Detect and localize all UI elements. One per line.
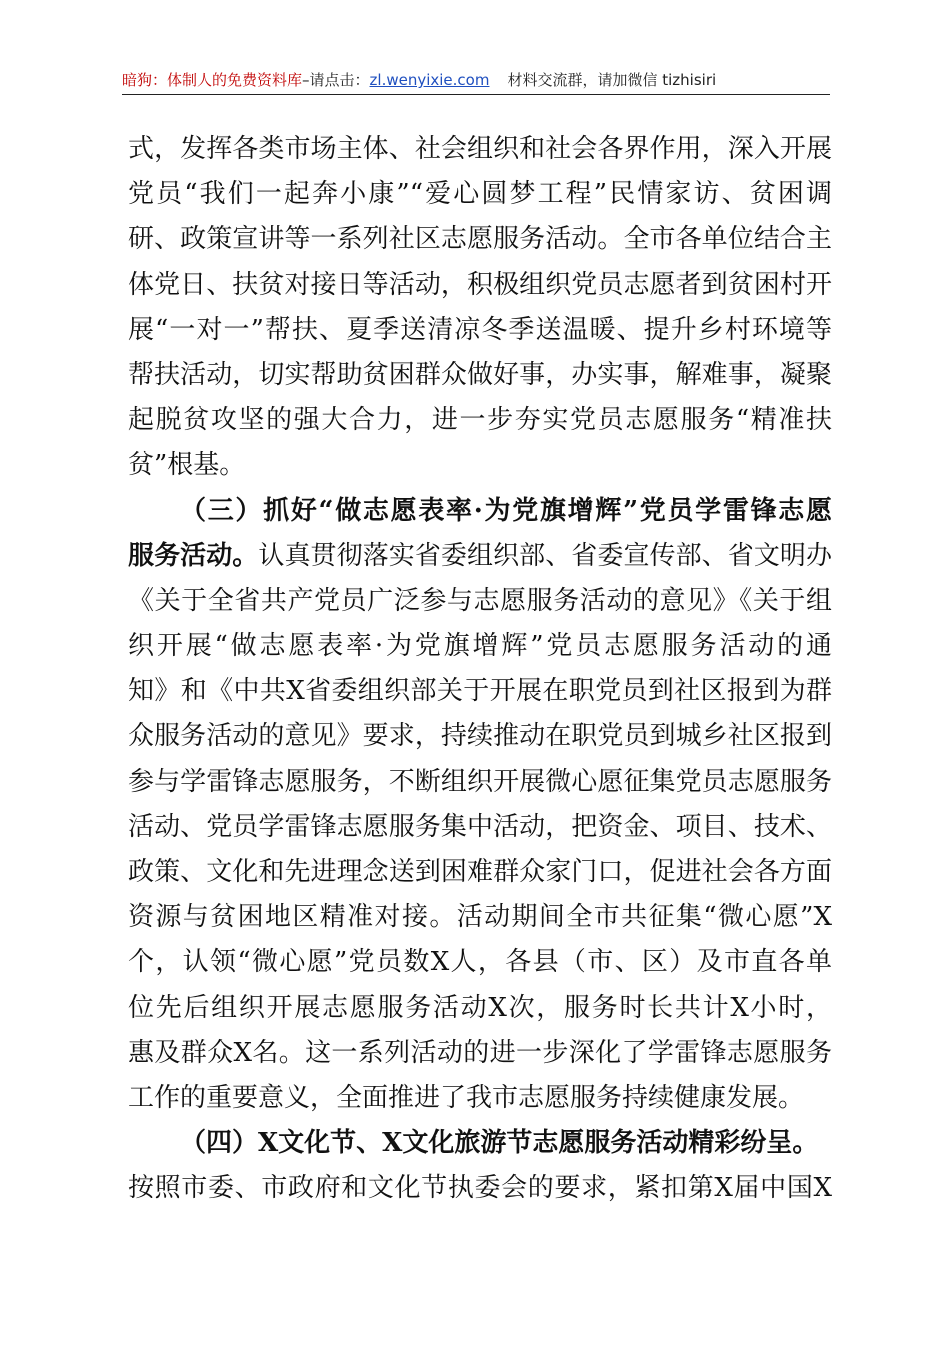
body-line: 贫”根基。 [128,450,246,481]
header-wechat-note: 材料交流群，请加微信 tizhisiri [507,71,717,89]
header-click-hint: –请点击： [302,71,370,89]
body-line: 《关于全省共产党员广泛参与志愿服务活动的意见》《关于组 [128,585,832,616]
body-line: 众服务活动的意见》要求，持续推动在职党员到城乡社区报到 [128,721,832,752]
body-line: 展“一对一”帮扶、夏季送清凉冬季送温暖、提升乡村环境等 [128,314,832,345]
body-line: 研、政策宣讲等一系列社区志愿服务活动。全市各单位结合主 [128,224,832,255]
body-line: 参与学雷锋志愿服务，不断组织开展微心愿征集党员志愿服务 [128,766,832,797]
body-text: 认真贯彻落实省委组织部、省委宣传部、省文明办 [258,540,832,571]
body-line: 体党日、扶贫对接日等活动，积极组织党员志愿者到贫困村开 [128,269,832,300]
body-line: 活动、党员学雷锋志愿服务集中活动，把资金、项目、技术、 [128,811,832,842]
body-line: 位先后组织开展志愿服务活动X次，服务时长共计X小时， [128,992,832,1023]
body-line: 党员“我们一起奔小康”“爱心圆梦工程”民情家访、贫困调 [128,179,832,210]
body-line: 政策、文化和先进理念送到困难群众家门口，促进社会各方面 [128,857,832,887]
body-line [128,534,832,579]
section-heading-3-end: 服务活动。 [128,540,259,571]
body-line: 织开展“做志愿表率·为党旗增辉”党员志愿服务活动的通 [128,631,832,662]
body-line: 工作的重要意义，全面推进了我市志愿服务持续健康发展。 [128,1082,805,1113]
body-line: 惠及群众X名。这一系列活动的进一步深化了学雷锋志愿服务 [128,1037,832,1068]
header-site-name: 暗狗：体制人的免费资料库 [122,71,303,89]
section-heading-3: （三）抓好“做志愿表率·为党旗增辉”党员学雷锋志愿 [180,495,832,526]
body-line: 帮扶活动，切实帮助贫困群众做好事，办实事，解难事，凝聚 [128,359,832,390]
body-line: 式，发挥各类市场主体、社会组织和社会各界作用，深入开展 [128,134,832,164]
document-body [128,127,832,1212]
body-line: 资源与贫困地区精准对接。活动期间全市共征集“微心愿”X [128,902,832,933]
page-header [122,70,830,95]
body-line: 起脱贫攻坚的强大合力，进一步夯实党员志愿服务“精准扶 [128,405,832,436]
body-line: 个，认领“微心愿”党员数X人，各县（市、区）及市直各单 [128,947,832,978]
section-heading-4: （四）X文化节、X文化旅游节志愿服务活动精彩纷呈。 [180,1128,819,1159]
body-line: 按照市委、市政府和文化节执委会的要求，紧扣第X届中国X [128,1173,832,1204]
header-link[interactable]: zl.wenyixie.com [369,71,490,89]
body-line: 知》和《中共X省委组织部关于开展在职党员到社区报到为群 [128,676,832,707]
